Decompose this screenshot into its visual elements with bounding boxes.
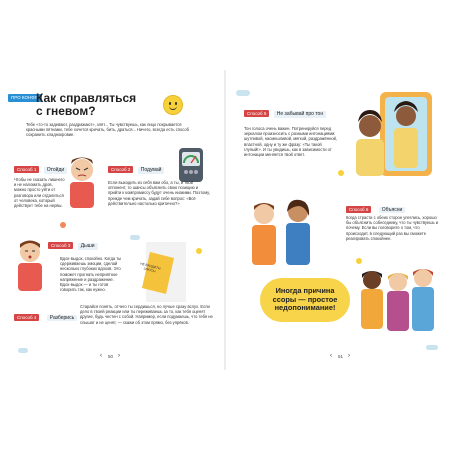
breathing-boy-illustration xyxy=(12,236,48,292)
next-arrow-icon: › xyxy=(348,353,350,359)
method-3-heading xyxy=(48,234,98,252)
small-smiley-icon xyxy=(196,248,202,254)
cloud-decoration xyxy=(236,90,250,96)
method-1-heading xyxy=(14,158,67,176)
phone-meter-illustration xyxy=(175,146,209,184)
method-5-badge: Способ 5 xyxy=(244,110,269,117)
intro-text: Тебе «то-то задевают, раздражают», злят... Ты чувствуешь, как лицо покрывается красными пятнами, тебе хочется кричать, бить, драться... Ничего, всегда есть способ сохранить хладнокровие. xyxy=(26,122,189,138)
talking-kids-illustration xyxy=(242,198,322,266)
angry-boy-illustration xyxy=(62,152,102,210)
small-smiley-icon xyxy=(338,170,344,176)
mirror-girls-illustration xyxy=(350,92,442,176)
method-6-text: Когда страсти с обеих сторон улеглись, хорошо бы объяснить собеседнику, что ты чувствуешь и почему. Если вы поговорите о том, что происходит, в следующий раз вы сможете реагировать спокойнее. xyxy=(346,215,439,241)
method-2-badge: Способ 2 xyxy=(108,166,133,173)
prev-arrow-icon: ‹ xyxy=(330,353,332,359)
book-spread xyxy=(0,70,450,370)
method-5-text: Тон голоса очень важен. Потренируйся перед зеркалом произносить с разными интонациями: шутливой, насмешливой, мягкой, раздражённой, властной, одну и ту же фразу: «Ты такой глупый!». И ты увидишь, как в зависимости от интонации меняется твой ответ. xyxy=(244,126,338,158)
cloud-decoration xyxy=(130,235,140,240)
method-2-heading xyxy=(108,158,164,176)
left-page xyxy=(0,70,224,370)
method-2-title: Подумай xyxy=(138,167,165,174)
next-arrow-icon: › xyxy=(118,353,120,359)
method-3-title: Дыши xyxy=(78,243,98,250)
method-4-heading xyxy=(14,306,77,324)
method-5-title: Не забывай про тон xyxy=(274,111,326,118)
method-1-badge: Способ 1 xyxy=(14,166,39,173)
page-title xyxy=(36,92,161,118)
method-4-badge: Способ 4 xyxy=(14,314,39,321)
title-line-2: с гневом? xyxy=(36,104,96,118)
method-5-heading xyxy=(244,102,326,120)
method-3-badge: Способ 3 xyxy=(48,242,73,249)
callout-bubble: Иногда причина ссоры — простое недопонимание! xyxy=(260,278,350,322)
right-page xyxy=(226,70,450,370)
page-number-right: 51 xyxy=(338,354,344,359)
title-line-1: Как справляться xyxy=(36,91,137,105)
smiley-icon xyxy=(163,95,183,115)
cloud-decoration xyxy=(426,345,438,350)
method-6-badge: Способ 6 xyxy=(346,206,371,213)
method-6-heading xyxy=(346,198,405,216)
method-4-title: Разберись xyxy=(47,315,77,321)
small-smiley-icon xyxy=(356,258,362,264)
method-4-text: Старайся понять, отчего ты сердишься, но лучше сразу вслух. Если дело в твоей реакции или ты переживаешь за то, как тебя оценят другие, будь честен с собой. Например, если подумаешь, что тебя не слышат и не ценят, — скажи об этом прямо, без упрёков. xyxy=(80,304,213,325)
prev-arrow-icon: ‹ xyxy=(100,353,102,359)
three-friends-illustration xyxy=(356,266,440,348)
method-1-text: Чтобы не сказать лишнего и не наломать дров, можно просто уйти от разговора или отдалиться от человека, который действует тебе на нервы. xyxy=(14,177,65,209)
cloud-decoration xyxy=(18,348,28,353)
method-3-text: Вдох-выдох, спокойно. Когда ты сдерживаешь эмоции, сделай несколько глубоких вдохов. Это поможет прогнать неприятное напряжение и раздражение. Вдох-выдох — и ты готов говорить так, как нужно. xyxy=(60,256,122,293)
page-number-left: 50 xyxy=(108,354,114,359)
door-sign-text: НЕ ВХОДИТЬ! ЗЛЮСЬ! xyxy=(139,261,162,274)
method-6-title: Объясни xyxy=(379,207,405,213)
header-badge: ПРО КОНФЛ. xyxy=(8,94,42,102)
method-1-title: Отойди xyxy=(44,167,67,174)
method-2-text: Если выходить из себя вам обо, а ты, и твой оппонент, то шансы объяснить свою позицию и прийти к компромиссу будут очень низкими. Поэтому, прежде чем кричать, задай себе вопрос: «Всё действительно настолько критично?» xyxy=(108,180,210,206)
small-face-icon xyxy=(60,222,66,228)
